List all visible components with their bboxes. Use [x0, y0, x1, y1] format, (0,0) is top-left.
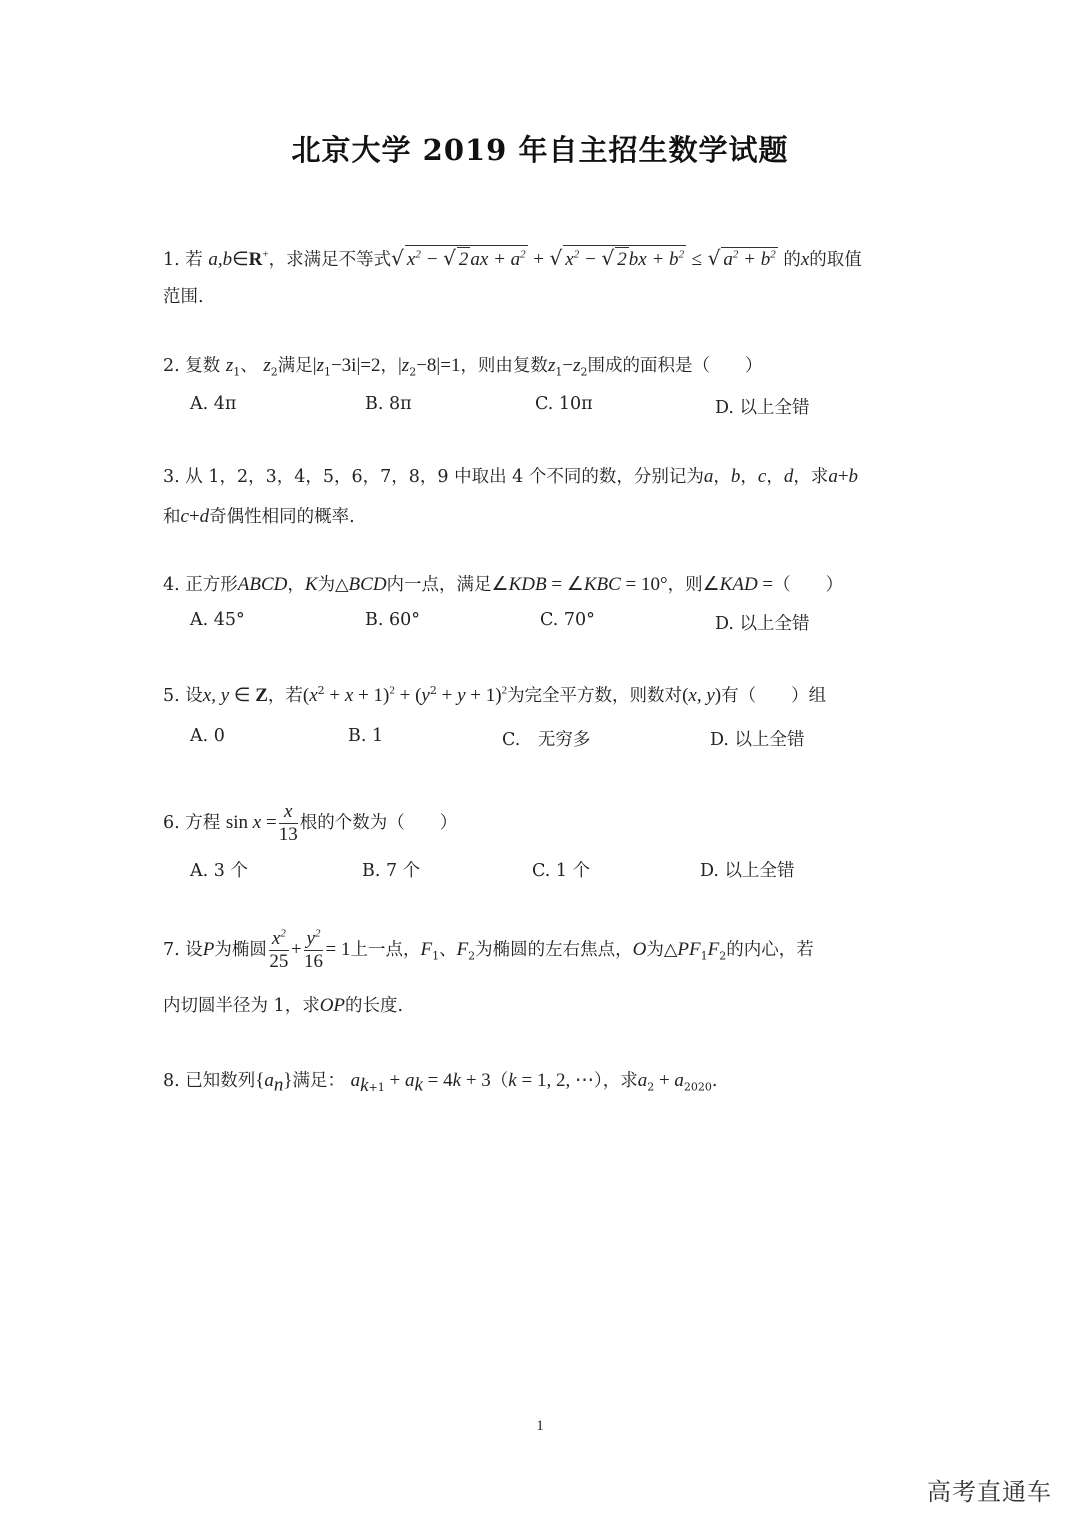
question-text: 设	[185, 940, 203, 960]
question-1: 1. 若 a,b∈R+，求满足不等式√ $x^2$ − √ 2 ax + $a^2$ + √ $x^2$ − √ 2 bx + $b^2$ ≤ √ $a^2 + b^2$ 的x的取值 范围.	[163, 246, 862, 307]
math-expr: $a^2 + b^2$	[723, 248, 776, 270]
question-6: 6. 方程 sin x = $\frac{x}{13}$ 根的个数为（ ）	[163, 801, 458, 845]
question-text: 范围.	[163, 287, 204, 307]
question-text: 的	[783, 250, 801, 270]
option-a: A. 4π	[190, 394, 237, 414]
option-a: A. 45°	[190, 610, 245, 630]
question-text: 方程	[185, 813, 221, 833]
question-text: 根的个数为（ ）	[299, 813, 458, 833]
fraction: $\frac{x^2}{25}$	[269, 927, 289, 972]
question-text: ，	[380, 356, 398, 376]
option-a: A. 3 个	[190, 861, 248, 881]
question-text: 正方形	[185, 575, 238, 595]
question-number: 5.	[163, 686, 180, 706]
question-text: 上一点，	[350, 940, 421, 960]
question-text: ，则由复数	[460, 356, 548, 376]
option-b: B. 8π	[365, 394, 412, 414]
question-8: 8. 已知数列$\{a_n\}$满足： $a_{k+1} + a_k = 4k + 3(k = 1$, 2, ⋯），求$a_2 + a_{2020}$.	[163, 1070, 718, 1096]
question-text: 和	[163, 507, 181, 527]
option-a: A. 0	[190, 726, 225, 746]
question-text: （ ）	[773, 575, 844, 595]
question-2: 2. 复数 $z_1$、 $z_2$满足$|z_1-3i|=2$，$|z_2-8|=1$，则由复数$z_1-z_2$围成的面积是（ ）	[163, 355, 763, 379]
options-6	[190, 857, 950, 883]
option-b: B. 60°	[365, 610, 421, 630]
option-d: D. 以上全错	[710, 730, 805, 750]
option-c: C. 70°	[540, 610, 595, 630]
question-number: 3.	[163, 467, 180, 487]
page-title: 北京大学 2019 年自主招生数学试题	[291, 133, 789, 167]
question-4: 4. 正方形ABCD，K为△BCD内一点，满足∠KDB = ∠KBC = 10°，则∠KAD =（ ）	[163, 574, 844, 595]
question-text: 为椭圆的左右焦点，	[475, 940, 633, 960]
question-text: 的取值	[809, 250, 862, 270]
question-text: ），求	[593, 1071, 638, 1091]
page-number: 1	[536, 1418, 544, 1434]
question-number: 1.	[163, 250, 180, 270]
question-text: 有（ ）组	[721, 686, 827, 706]
question-text: .	[711, 1071, 718, 1091]
option-d: D. 以上全错	[715, 398, 810, 418]
question-text: 、	[439, 940, 457, 960]
question-text: ，求满足不等式	[268, 250, 392, 270]
options-5	[190, 726, 950, 752]
question-text: （	[490, 1071, 509, 1091]
question-text: ，求	[793, 467, 829, 487]
question-text: 从 1，2，3，4，5，6，7，8，9 中取出 4 个不同的数，分别记为	[185, 467, 704, 487]
question-text: ，	[287, 575, 305, 595]
option-b: B. 1	[348, 726, 384, 746]
math-expr: a,b	[208, 249, 233, 270]
question-text: 复数	[185, 356, 221, 376]
question-text: 内一点，满足	[386, 575, 492, 595]
fraction: $\frac{x}{13}$	[278, 801, 298, 845]
question-text: 满足：	[292, 1071, 346, 1091]
question-number: 2.	[163, 356, 180, 376]
fraction: $\frac{y^2}{16}$	[304, 927, 324, 972]
question-number: 6.	[163, 813, 180, 833]
question-text: 设	[185, 686, 203, 706]
option-d: D. 以上全错	[700, 861, 795, 881]
question-number: 4.	[163, 575, 180, 595]
math-expr: $x^2$ − √ 2 ax + $a^2$	[406, 246, 526, 270]
question-7: 7. 设P为椭圆 $\frac{x^2}{25}$ + $\frac{y^2}{16}$ = 1上一点，$F_1$、$F_2$为椭圆的左右焦点，O为$\triangle PF_1F_2$的内心，若 内切圆半径为 1，求OP的长度.	[163, 927, 814, 1016]
question-number: 8.	[163, 1071, 180, 1091]
options-4	[190, 610, 950, 636]
math-expr: $x^2$ − √ 2 bx + $b^2$	[565, 246, 685, 270]
question-text: 若	[185, 250, 203, 270]
question-text: 、	[240, 356, 258, 376]
question-text: 奇偶性相同的概率.	[209, 507, 355, 527]
option-c: C. 10π	[535, 394, 593, 414]
question-text: ，则	[667, 575, 703, 595]
watermark: 高考直通车	[927, 1478, 1052, 1506]
question-text: 为椭圆	[214, 940, 267, 960]
question-3: 3. 从 1，2，3，4，5，6，7，8，9 中取出 4 个不同的数，分别记为a，b，c，d，求a+b 和c+d奇偶性相同的概率.	[163, 466, 859, 527]
question-number: 7.	[163, 940, 180, 960]
option-c: C. 无穷多	[502, 730, 591, 750]
question-text: ，若	[267, 686, 303, 706]
option-b: B. 7 个	[362, 861, 421, 881]
option-c: C. 1 个	[532, 861, 591, 881]
question-text: 满足	[277, 356, 313, 376]
question-5: 5. 设x, y ∈ Z，若$(x^2 + x + 1)^2 + (y^2 + y + 1)^2$为完全平方数，则数对(x, y)有（ ）组	[163, 684, 827, 706]
option-d: D. 以上全错	[715, 614, 810, 634]
question-text: 已知数列	[185, 1071, 256, 1091]
question-text: 内切圆半径为 1，求	[163, 996, 320, 1016]
question-text: 的内心，若	[726, 940, 814, 960]
question-text: 的长度.	[345, 996, 404, 1016]
question-text: 围成的面积是（ ）	[587, 356, 763, 376]
question-text: 为△	[317, 575, 349, 595]
options-2	[190, 394, 950, 420]
question-text: 为完全平方数，则数对	[507, 686, 683, 706]
question-text: 为△	[646, 940, 678, 960]
